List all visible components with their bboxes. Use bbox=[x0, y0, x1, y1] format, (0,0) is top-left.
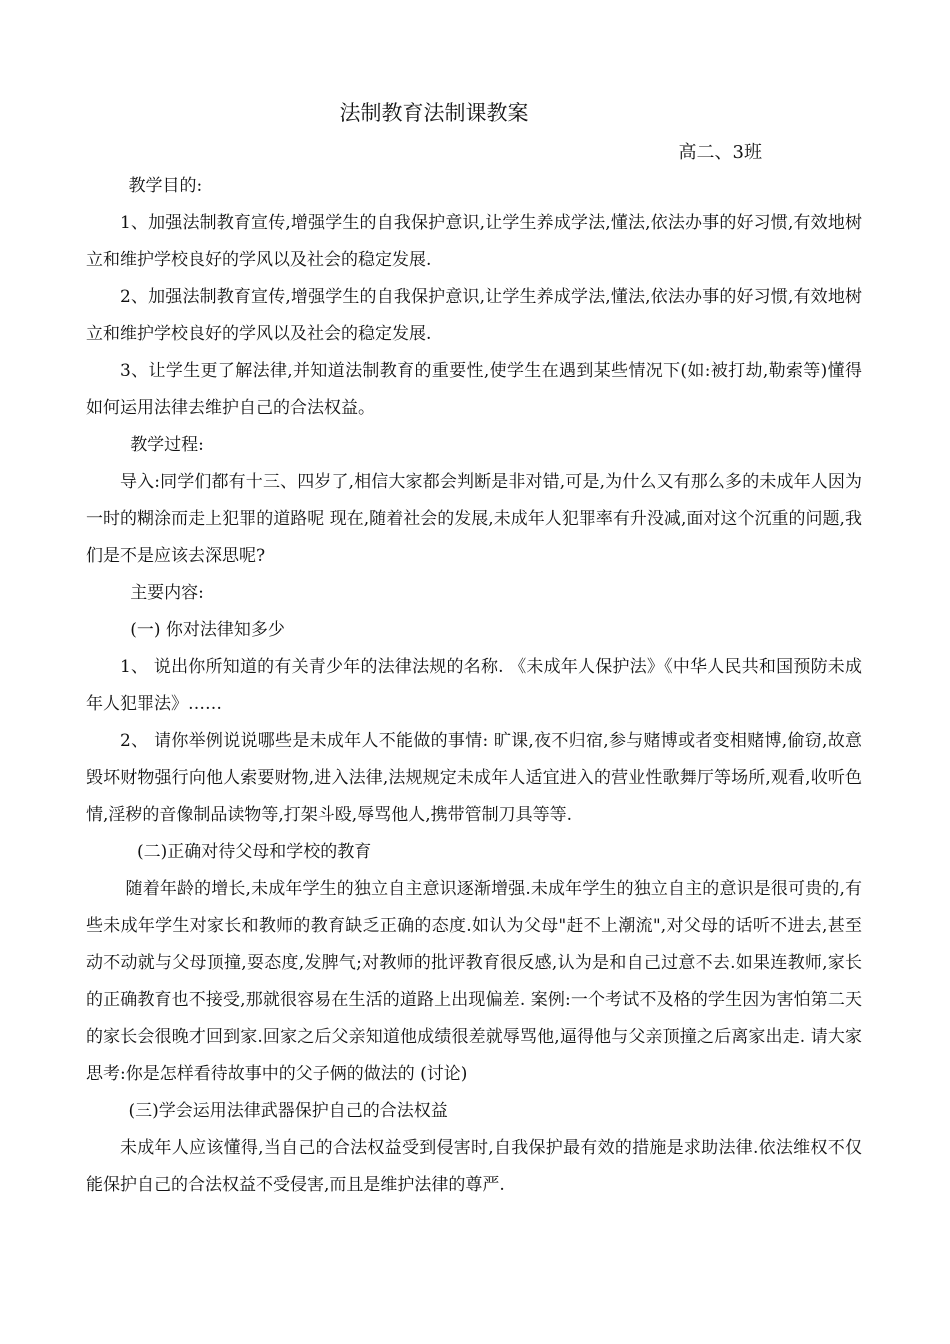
section-1-item: 1、 说出你所知道的有关青少年的法律法规的名称. 《未成年人保护法》《中华人民共和国预防未成年人犯罪法》…… bbox=[86, 657, 862, 714]
objectives-heading: 教学目的: bbox=[128, 176, 203, 196]
class-label: 高二、3班 bbox=[678, 142, 762, 163]
objective-paragraph: 3、让学生更了解法律,并知道法制教育的重要性,使学生在遇到某些情况下(如:被打劫,勒索等)懂得如何运用法律去维护自己的合法权益。 bbox=[86, 361, 862, 418]
intro-paragraph: 导入:同学们都有十三、四岁了,相信大家都会判断是非对错,可是,为什么又有那么多的未成年人因为一时的糊涂而走上犯罪的道路呢 现在,随着社会的发展,未成年人犯罪率有升没减,面对这个沉重的问题,我们是不是应该去深思呢? bbox=[86, 472, 862, 566]
document-title: 法制教育法制课教案 bbox=[339, 101, 529, 125]
main-content-heading: 主要内容: bbox=[130, 583, 204, 603]
section-3-body: 未成年人应该懂得,当自己的合法权益受到侵害时,自我保护最有效的措施是求助法律.依法维权不仅能保护自己的合法权益不受侵害,而且是维护法律的尊严. bbox=[86, 1138, 862, 1195]
section-2-body: 随着年龄的增长,未成年学生的独立自主意识逐渐增强.未成年学生的独立自主的意识是很可贵的,有些未成年学生对家长和教师的教育缺乏正确的态度.如认为父母"赶不上潮流",对父母的话听不进去,甚至动不动就与父母顶撞,耍态度,发脾气;对教师的批评教育很反感,认为是和自己过意不去.如果连教师,家长的正确教育也不接受,那就很容易在生活的道路上出现偏差. 案例:一个考试不及格的学生因为害怕第二天的家长会很晚才回到家.回家之后父亲知道他成绩很差就辱骂他,逼得他与父亲顶撞之后离家出走. 请大家思考:你是怎样看待故事中的父子俩的做法的 (讨论) bbox=[86, 879, 862, 1084]
section-1-item: 2、 请你举例说说哪些是未成年人不能做的事情: 旷课,夜不归宿,参与赌博或者变相赌博,偷窃,故意毁坏财物强行向他人索要财物,进入法律,法规规定未成年人适宜进入的营业性歌舞厅等场所,观看,收听色情,淫秽的音像制品读物等,打架斗殴,辱骂他人,携带管制刀具等等. bbox=[86, 731, 862, 825]
process-heading: 教学过程: bbox=[130, 435, 204, 455]
objective-paragraph: 1、加强法制教育宣传,增强学生的自我保护意识,让学生养成学法,懂法,依法办事的好习惯,有效地树立和维护学校良好的学风以及社会的稳定发展. bbox=[86, 213, 862, 270]
section-3-heading: (三)学会运用法律武器保护自己的合法权益 bbox=[128, 1101, 448, 1121]
objective-paragraph: 2、加强法制教育宣传,增强学生的自我保护意识,让学生养成学法,懂法,依法办事的好习惯,有效地树立和维护学校良好的学风以及社会的稳定发展. bbox=[86, 287, 862, 344]
section-1-heading: (一) 你对法律知多少 bbox=[130, 620, 285, 640]
section-2-heading: (二)正确对待父母和学校的教育 bbox=[137, 842, 372, 862]
